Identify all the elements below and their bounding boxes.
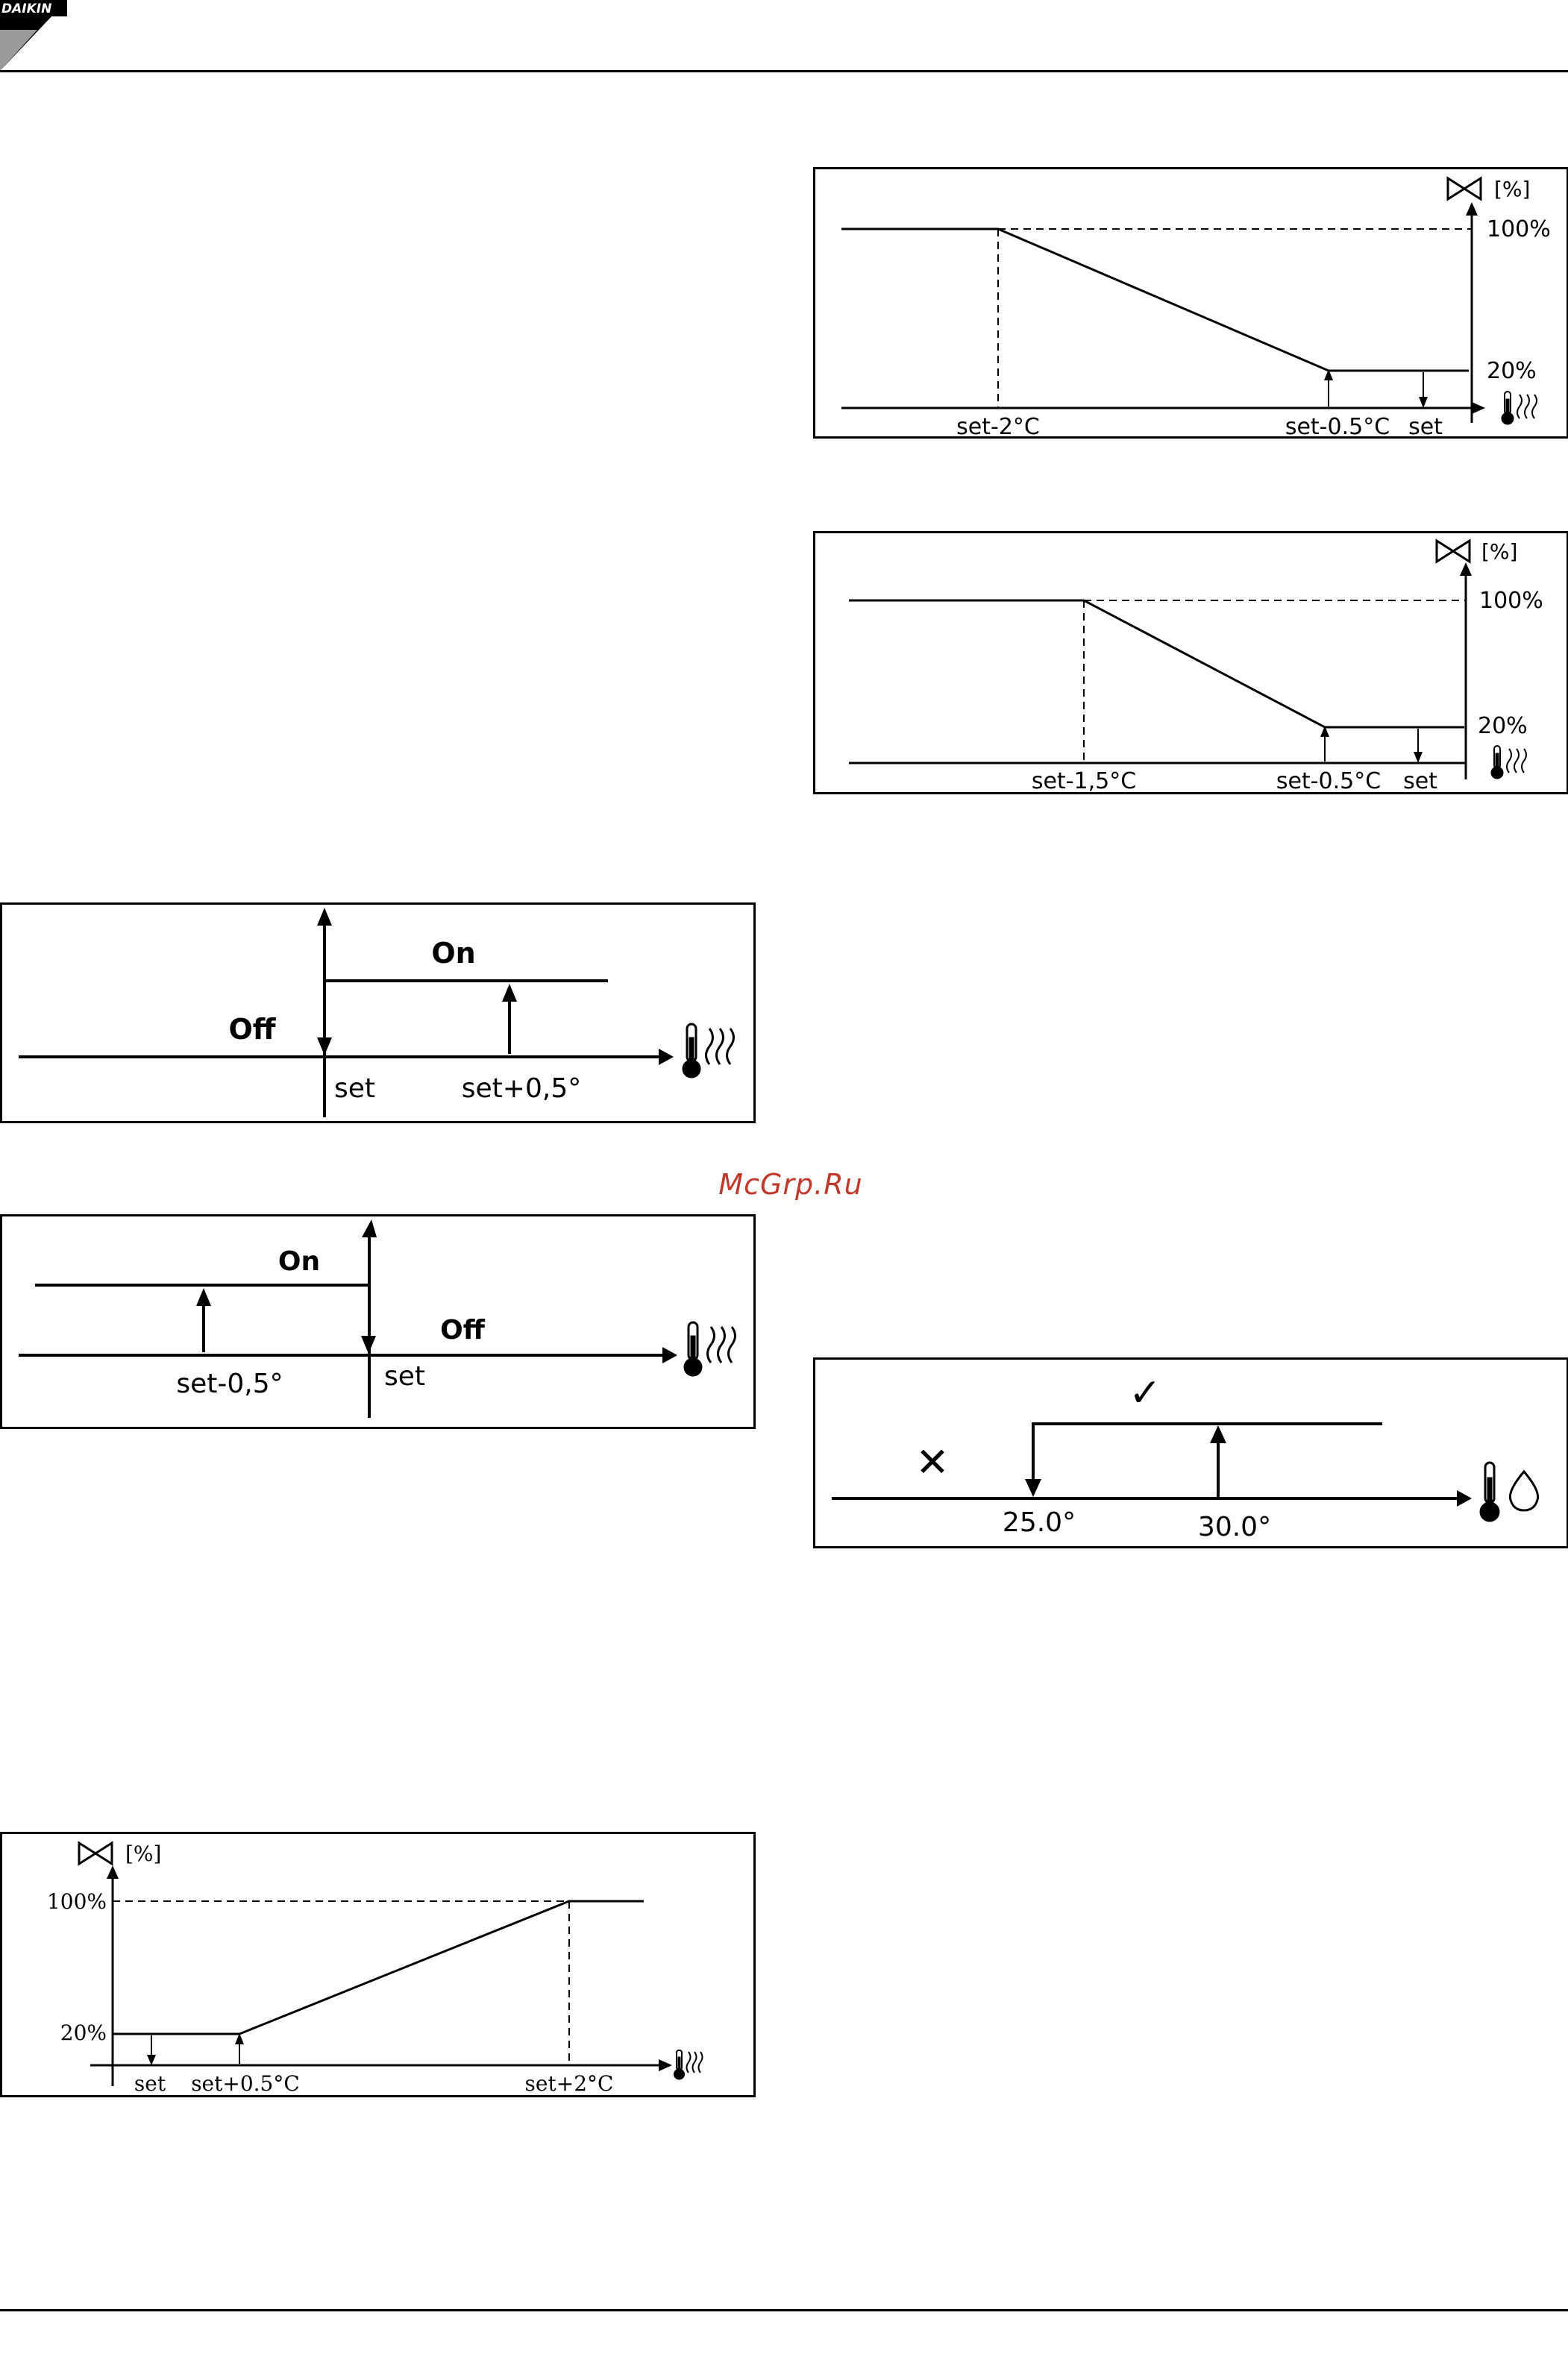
y-label-100: 100% (1487, 216, 1551, 242)
thermometer-heat-icon (1502, 392, 1537, 424)
x-label-1: set-1,5°C (1031, 768, 1137, 794)
humidity-threshold-diagram (813, 1357, 1568, 1548)
thermometer-heat-icon (683, 1024, 734, 1078)
up-arrowhead (196, 1288, 211, 1306)
onoff-cooling-diagram (0, 1214, 756, 1429)
brand-text: DAIKIN (1, 1, 52, 16)
up-arrowhead (1210, 1425, 1226, 1443)
down-arrowhead (1414, 752, 1423, 763)
off-label: Off (228, 1013, 276, 1046)
unit-label: [%] (125, 1841, 162, 1866)
x-label-2: set-0.5°C (1285, 414, 1390, 440)
valve-curve (841, 229, 1469, 371)
thermometer-heat-icon (674, 2050, 703, 2079)
thermometer-heat-icon (1491, 746, 1526, 779)
valve-icon (79, 1843, 112, 1864)
y-label-100: 100% (1479, 588, 1543, 614)
y-label-20: 20% (1478, 713, 1528, 739)
x-label-high: 30.0° (1197, 1512, 1272, 1542)
x-arrowhead (659, 2059, 672, 2071)
onoff-heating-diagram (0, 902, 756, 1123)
off-label: Off (440, 1315, 485, 1346)
thermometer-heat-icon (684, 1322, 736, 1376)
x-label-set: set (384, 1361, 426, 1392)
y-label-20: 20% (60, 2021, 107, 2045)
down-arrowhead (317, 1037, 332, 1055)
x-label-low: 25.0° (1002, 1507, 1076, 1538)
footer-rule (0, 2309, 1568, 2311)
valve-icon (1437, 541, 1470, 562)
cross-icon: ✕ (915, 1439, 950, 1486)
x-arrowhead (662, 1347, 677, 1363)
x-label-offset: set-0,5° (176, 1369, 283, 1399)
valve-icon (1448, 178, 1481, 199)
on-label: On (277, 1246, 321, 1277)
y-arrowhead (1460, 562, 1472, 576)
enable-level (1033, 1424, 1382, 1485)
x-arrowhead (659, 1049, 674, 1065)
valve-cooling-diagram-b (813, 531, 1568, 794)
valve-cooling-diagram-a (813, 167, 1568, 439)
x-label-2: set+0.5°C (191, 2071, 300, 2096)
valve-curve (849, 600, 1464, 727)
x-label-1: set-2°C (956, 414, 1040, 440)
on-label: On (431, 937, 476, 970)
watermark: McGrp.Ru (718, 1168, 863, 1201)
x-label-3: set (1403, 768, 1437, 794)
unit-label: [%] (1494, 177, 1531, 201)
x-arrowhead (1457, 1490, 1472, 1507)
y-arrowhead (1466, 202, 1478, 216)
x-label-1: set (134, 2071, 166, 2096)
down-arrowhead (361, 1336, 376, 1354)
daikin-logo (0, 0, 82, 75)
x-label-3: set (1408, 414, 1443, 440)
thermometer-drop-icon (1480, 1463, 1538, 1522)
header-rule (0, 70, 1568, 72)
x-label-2: set-0.5°C (1276, 768, 1382, 794)
x-label-3: set+2°C (524, 2071, 614, 2096)
x-label-offset: set+0,5° (461, 1073, 582, 1104)
y-arrowhead (107, 1865, 119, 1879)
up-arrowhead (502, 984, 517, 1002)
valve-curve (113, 1901, 644, 2034)
y-label-100: 100% (46, 1889, 107, 1914)
x-label-set: set (334, 1073, 376, 1104)
x-arrowhead (1472, 402, 1485, 414)
top-arrowhead (362, 1219, 377, 1237)
down-arrowhead (1419, 397, 1428, 408)
y-label-20: 20% (1487, 358, 1537, 384)
down-arrowhead (1025, 1479, 1041, 1497)
check-icon: ✓ (1129, 1371, 1161, 1416)
unit-label: [%] (1481, 539, 1518, 564)
valve-heating-diagram (0, 1832, 756, 2097)
down-arrowhead (147, 2055, 156, 2065)
top-arrowhead (317, 908, 332, 926)
